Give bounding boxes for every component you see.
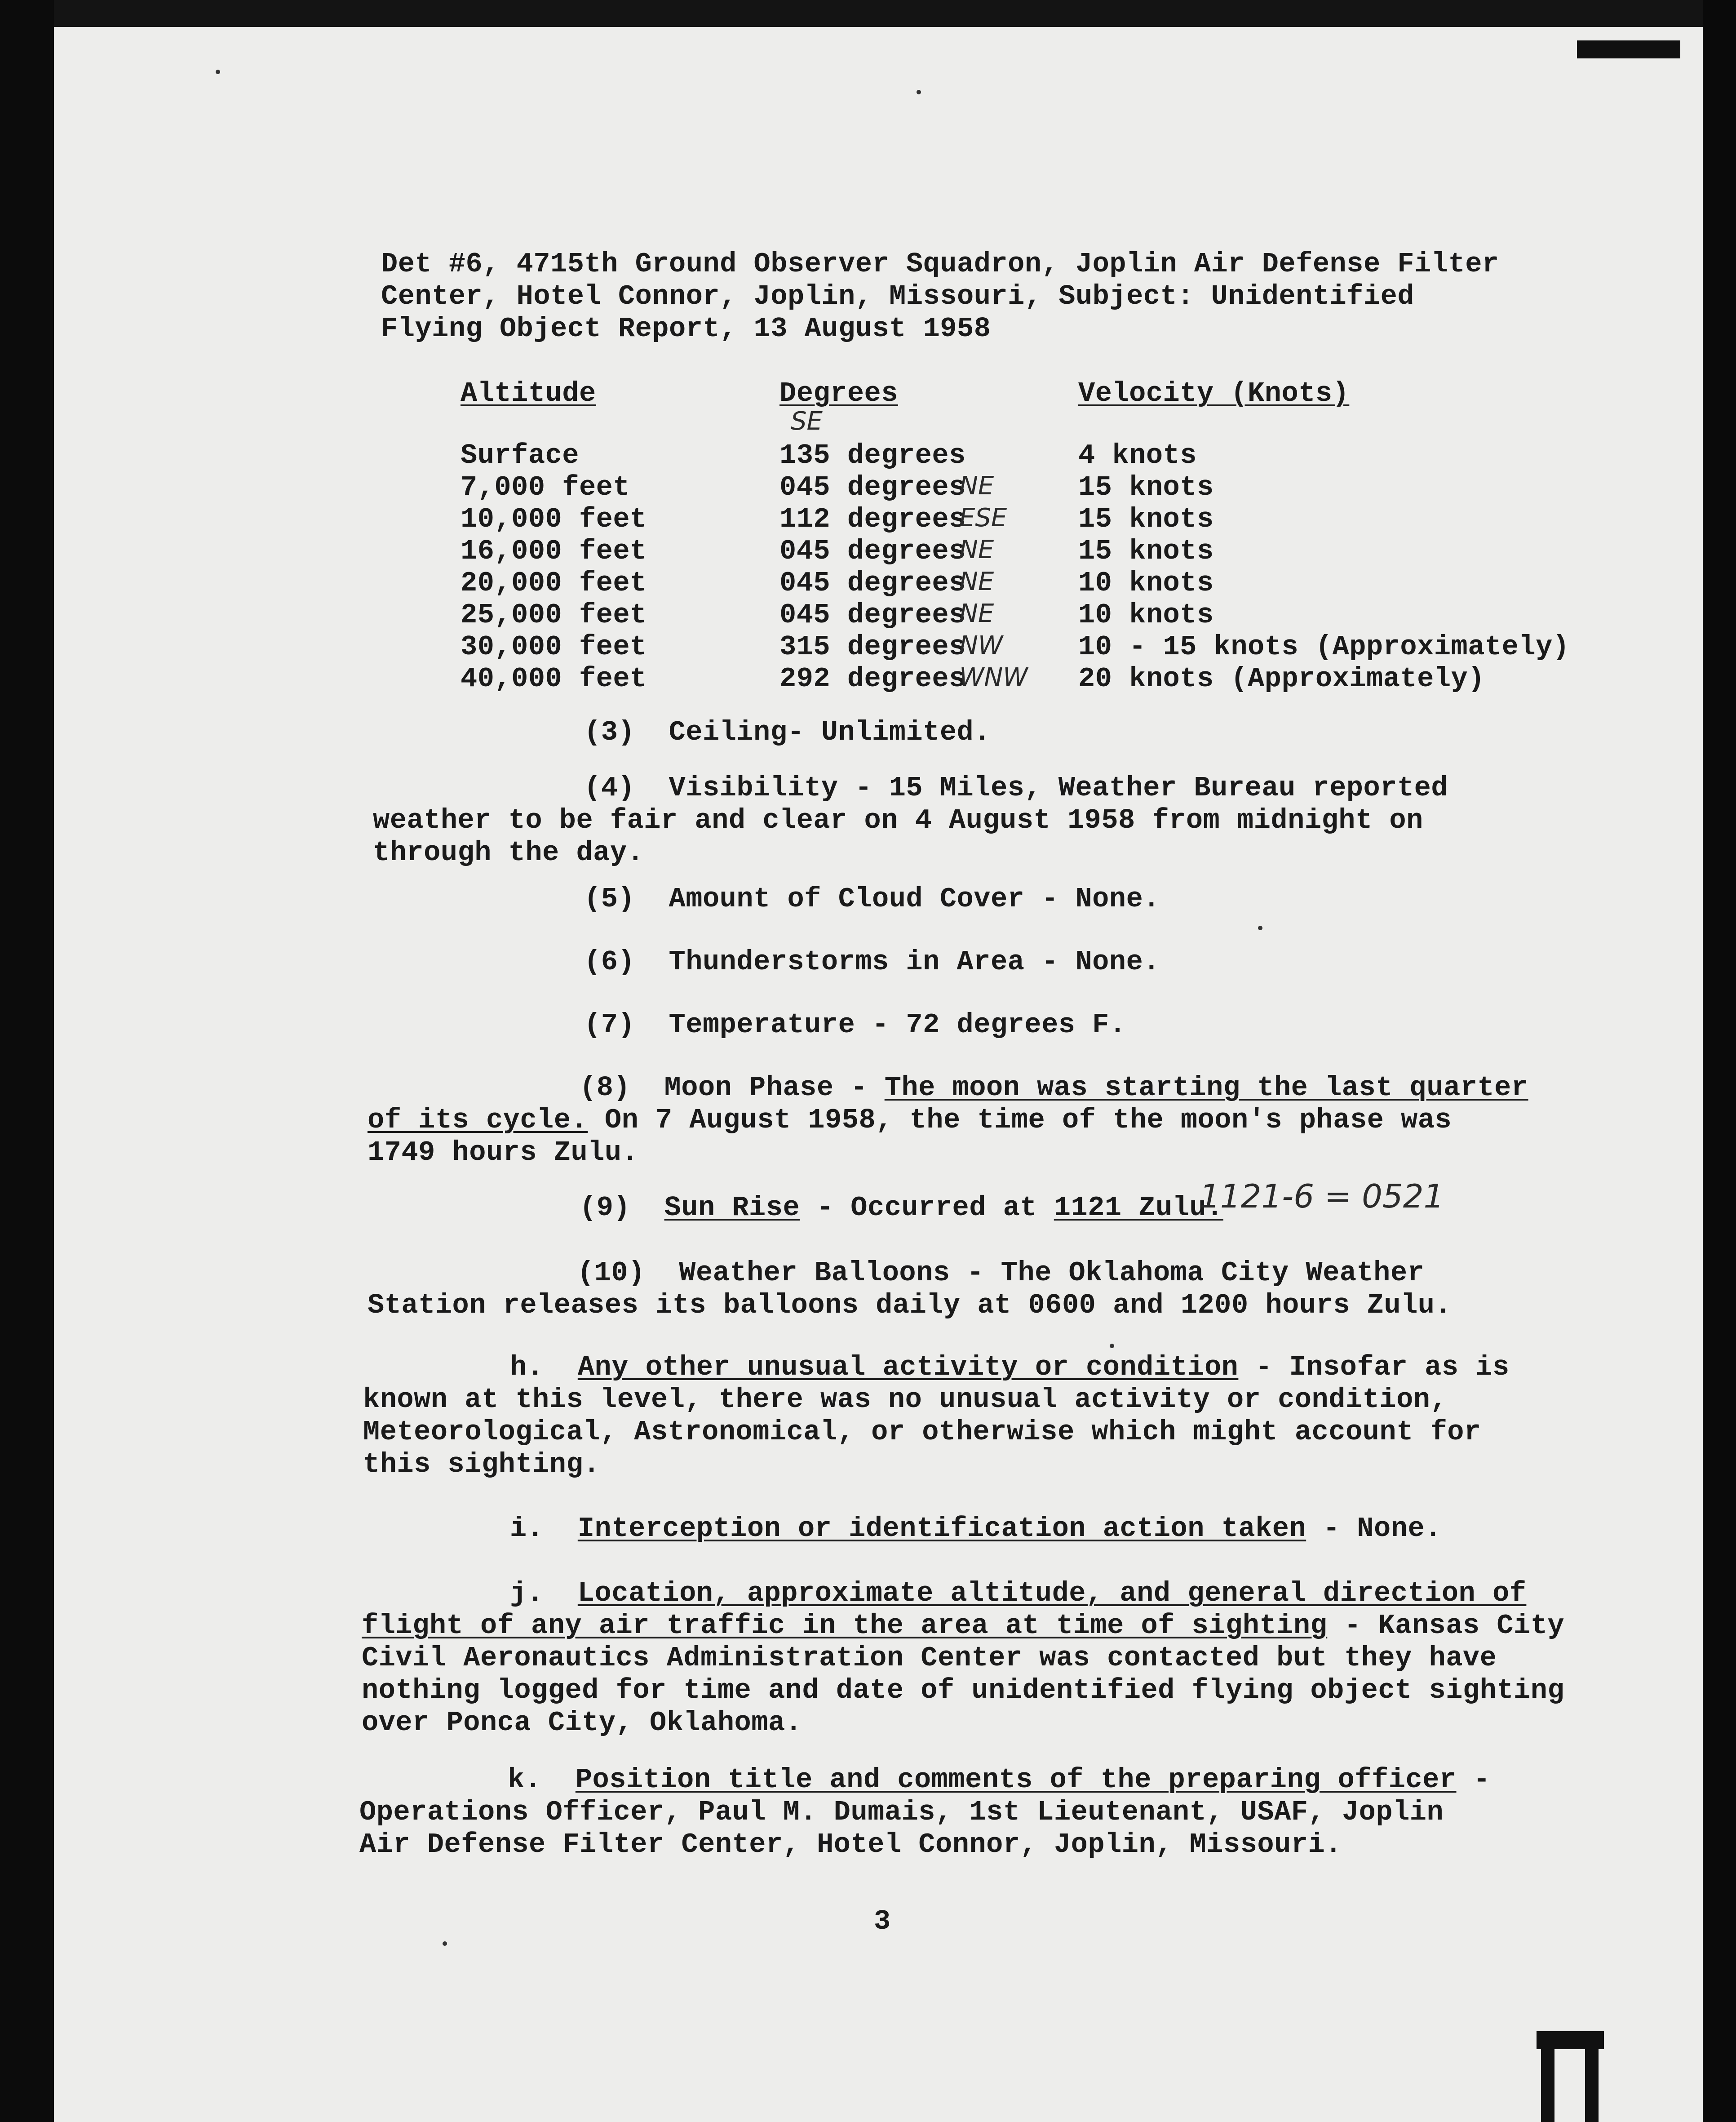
table-cell-degrees: 045 degrees <box>779 471 966 503</box>
handwritten-annotation: ESE <box>959 503 1007 533</box>
item-visibility-line-3: through the day. <box>373 837 644 869</box>
section-h-line-4: this sighting. <box>363 1448 600 1480</box>
scan-speck <box>1258 926 1262 930</box>
section-k-line-2: Operations Officer, Paul M. Dumais, 1st Lieutenant, USAF, Joplin <box>359 1796 1444 1828</box>
section-i-rest: - None. <box>1306 1513 1442 1545</box>
table-cell-altitude: 16,000 feet <box>461 535 647 567</box>
table-cell-altitude: 7,000 feet <box>461 471 630 503</box>
table-cell-altitude: 25,000 feet <box>461 599 647 631</box>
table-cell-altitude: Surface <box>461 439 579 471</box>
film-rail-mark <box>1537 2031 1604 2122</box>
sun-rise-time: 1121 Zulu. <box>1054 1192 1223 1224</box>
item-visibility-line-1: (4) Visibility - 15 Miles, Weather Bureau reported <box>584 772 1448 804</box>
table-cell-degrees: 315 degrees <box>779 631 966 663</box>
item-moon-phase-line-3: 1749 hours Zulu. <box>368 1136 639 1168</box>
item-sun-rise <box>580 1192 1223 1224</box>
header-line-1: Det #6, 4715th Ground Observer Squadron, Joplin Air Defense Filter <box>381 248 1499 280</box>
section-j-line-5: over Ponca City, Oklahoma. <box>362 1707 802 1739</box>
section-i-line <box>510 1513 1442 1545</box>
section-i-title: Interception or identification action taken <box>577 1513 1306 1545</box>
section-k-prefix: k. <box>508 1764 576 1796</box>
handwritten-annotation: NW <box>959 631 1003 660</box>
section-j-title: Location, approximate altitude, and general direction of <box>577 1577 1527 1609</box>
section-h-prefix: h. <box>510 1351 578 1383</box>
scan-speck <box>216 70 220 74</box>
item-moon-phase-line-2 <box>368 1104 1452 1136</box>
section-h-rest: - Insofar as is <box>1238 1351 1510 1383</box>
item-ceiling: (3) Ceiling- Unlimited. <box>584 716 991 748</box>
section-j-line-2 <box>362 1610 1564 1642</box>
table-cell-velocity: 15 knots <box>1078 503 1214 535</box>
table-cell-degrees: 292 degrees <box>779 663 966 695</box>
table-header-altitude: Altitude <box>461 377 596 409</box>
section-h-line-3: Meteorological, Astronomical, or otherwise which might account for <box>363 1416 1481 1448</box>
table-cell-velocity: 15 knots <box>1078 535 1214 567</box>
section-j-rest: - Kansas City <box>1327 1610 1565 1642</box>
section-i-prefix: i. <box>510 1513 578 1545</box>
moon-phase-rest: On 7 August 1958, the time of the moon's phase was <box>588 1104 1452 1136</box>
handwritten-annotation: NE <box>959 471 994 501</box>
section-j-title-cont: flight of any air traffic in the area at time of sighting <box>362 1610 1328 1642</box>
section-k-rest: - <box>1456 1764 1490 1796</box>
table-cell-degrees: 112 degrees <box>779 503 966 535</box>
handwritten-annotation: NE <box>959 567 994 596</box>
table-header-degrees: Degrees <box>779 377 898 409</box>
item-weather-balloons-line-2: Station releases its balloons daily at 0600 and 1200 hours Zulu. <box>368 1289 1452 1321</box>
item-cloud-cover: (5) Amount of Cloud Cover - None. <box>584 883 1160 915</box>
item-temperature: (7) Temperature - 72 degrees F. <box>584 1009 1126 1041</box>
scan-left-border <box>0 0 54 2122</box>
handwritten-annotation: SE <box>791 407 823 436</box>
section-h-line-2: known at this level, there was no unusual activity or condition, <box>363 1384 1448 1416</box>
moon-phase-label: (8) Moon Phase - <box>580 1072 885 1104</box>
table-cell-degrees: 135 degrees <box>779 439 966 471</box>
table-cell-altitude: 30,000 feet <box>461 631 647 663</box>
sun-rise-label: Sun Rise <box>664 1192 800 1224</box>
section-k-line-1 <box>508 1764 1490 1796</box>
section-j-line-1 <box>510 1577 1526 1610</box>
moon-phase-text: The moon was starting the last quarter <box>884 1072 1528 1104</box>
item-moon-phase-line-1 <box>580 1072 1528 1104</box>
scan-speck <box>917 90 921 94</box>
item-weather-balloons-line-1: (10) Weather Balloons - The Oklahoma City Weather <box>577 1257 1425 1289</box>
table-cell-velocity: 15 knots <box>1078 471 1214 503</box>
table-cell-altitude: 20,000 feet <box>461 567 647 599</box>
item-thunderstorms: (6) Thunderstorms in Area - None. <box>584 946 1160 978</box>
page-number: 3 <box>874 1905 891 1937</box>
section-h-line-1 <box>510 1351 1510 1384</box>
table-cell-altitude: 40,000 feet <box>461 663 647 695</box>
handwritten-annotation: WNW <box>959 663 1028 692</box>
item-visibility-line-2: weather to be fair and clear on 4 August 1958 from midnight on <box>373 804 1423 836</box>
table-cell-degrees: 045 degrees <box>779 535 966 567</box>
table-cell-altitude: 10,000 feet <box>461 503 647 535</box>
sun-rise-mid: - Occurred at <box>800 1192 1054 1224</box>
table-cell-velocity: 10 - 15 knots (Approximately) <box>1078 631 1570 663</box>
table-header-velocity: Velocity (Knots) <box>1078 377 1350 409</box>
table-cell-velocity: 10 knots <box>1078 567 1214 599</box>
scan-speck <box>443 1941 447 1946</box>
section-j-line-3: Civil Aeronautics Administration Center was contacted but they have <box>362 1642 1497 1674</box>
table-cell-degrees: 045 degrees <box>779 567 966 599</box>
sun-rise-number: (9) <box>580 1192 664 1224</box>
table-cell-velocity: 20 knots (Approximately) <box>1078 663 1485 695</box>
table-cell-velocity: 4 knots <box>1078 439 1197 471</box>
header-line-2: Center, Hotel Connor, Joplin, Missouri, Subject: Unidentified <box>381 280 1415 312</box>
handwritten-annotation: 1121-6 = 0521 <box>1200 1177 1444 1215</box>
section-k-line-3: Air Defense Filter Center, Hotel Connor, Joplin, Missouri. <box>359 1829 1342 1860</box>
header-line-3: Flying Object Report, 13 August 1958 <box>381 313 991 345</box>
moon-phase-text-cont: of its cycle. <box>368 1104 588 1136</box>
scan-right-border <box>1703 0 1736 2122</box>
section-j-line-4: nothing logged for time and date of unidentified flying object sighting <box>362 1674 1565 1706</box>
section-k-title: Position title and comments of the preparing officer <box>575 1764 1457 1796</box>
corner-mark <box>1577 40 1680 58</box>
table-cell-velocity: 10 knots <box>1078 599 1214 631</box>
scan-speck <box>1110 1344 1114 1348</box>
section-h-title: Any other unusual activity or condition <box>577 1351 1239 1383</box>
handwritten-annotation: NE <box>959 535 994 564</box>
handwritten-annotation: NE <box>959 599 994 628</box>
table-cell-degrees: 045 degrees <box>779 599 966 631</box>
section-j-prefix: j. <box>510 1577 578 1609</box>
